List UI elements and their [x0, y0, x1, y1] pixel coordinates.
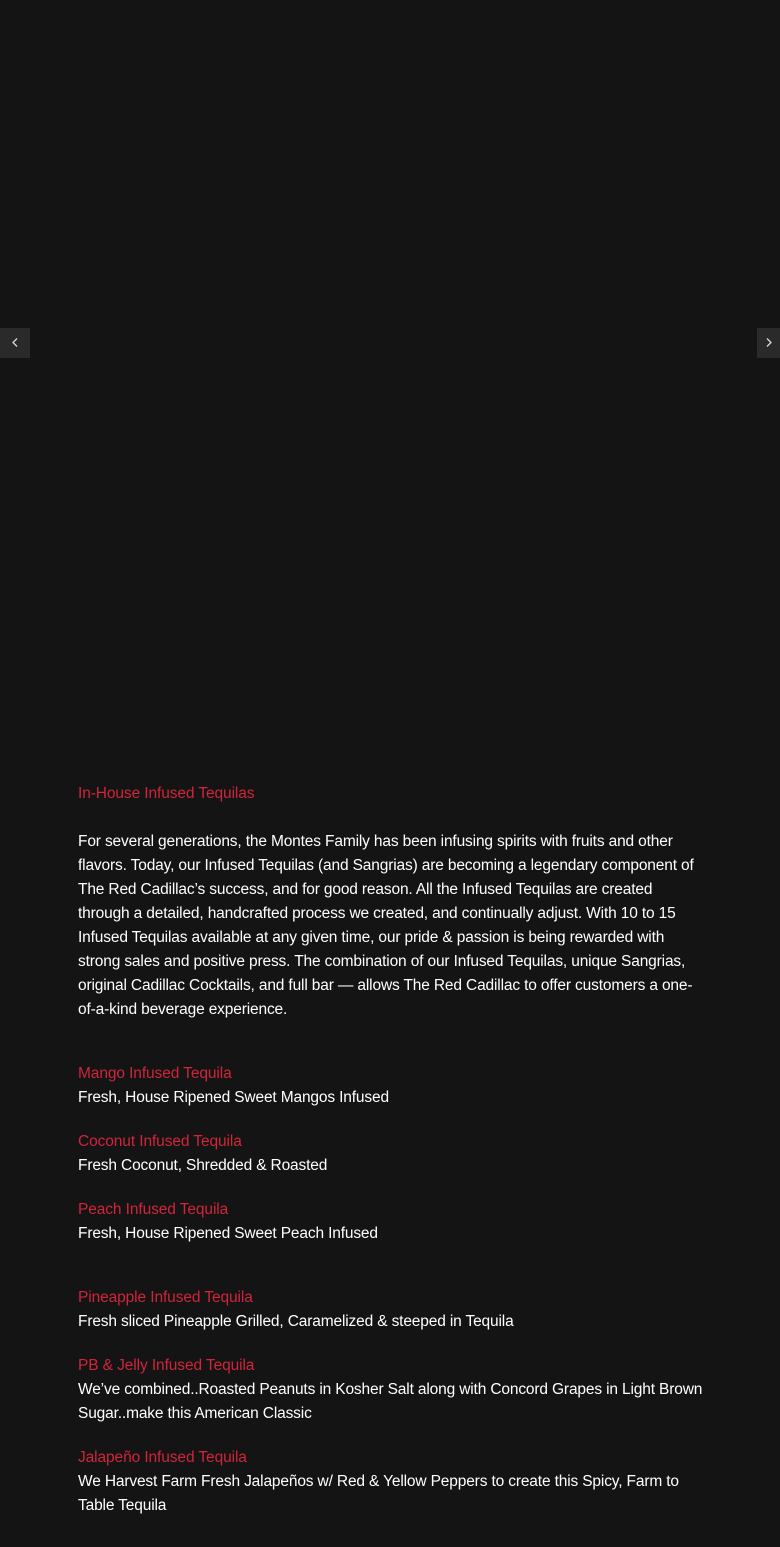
chevron-left-icon	[0, 338, 30, 347]
item-description: We’ve combined..Roasted Peanuts in Kosher Salt along with Concord Grapes in Light Brown Sugar..make this American Classic	[78, 1381, 703, 1422]
item-description: We Harvest Farm Fresh Jalapeños w/ Red & Yellow Peppers to create this Spicy, Farm to Table Tequila	[78, 1473, 679, 1514]
slider-next-button[interactable]	[757, 328, 780, 358]
menu-item-jalapeno	[78, 1446, 704, 1518]
section-title: In-House Infused Tequilas	[78, 785, 255, 802]
intro-paragraph: For several generations, the Montes Family has been infusing spirits with fruits and other flavors. Today, our Infused Tequilas (and Sangrias) are becoming a legendary component of The Red Cadillac’s success, and for good reason. All the Infused Tequilas are created through a detailed, handcrafted process we created, and continually adjust. With 10 to 15 Infused Tequilas available at any given time, our pride & passion is being rewarded with strong sales and positive press. The combination of our Infused Tequilas, unique Sangrias, original Cadillac Cocktails, and full bar — allows The Red Cadillac to offer customers a one-of-a-kind beverage experience.	[78, 833, 694, 1018]
menu-item-mango	[78, 1062, 704, 1110]
menu-item-peach	[78, 1198, 704, 1246]
item-description: Fresh Coconut, Shredded & Roasted	[78, 1157, 328, 1174]
item-name: Coconut Infused Tequila	[78, 1133, 242, 1150]
menu-item-pineapple	[78, 1286, 704, 1334]
image-slider	[0, 0, 780, 740]
menu-item-pb-jelly	[78, 1354, 704, 1426]
menu-item-coconut	[78, 1130, 704, 1178]
tequila-menu-section	[78, 782, 704, 1518]
item-name: Jalapeño Infused Tequila	[78, 1449, 247, 1466]
item-name: Pineapple Infused Tequila	[78, 1289, 253, 1306]
item-description: Fresh, House Ripened Sweet Mangos Infused	[78, 1089, 389, 1106]
item-description: Fresh, House Ripened Sweet Peach Infused	[78, 1225, 378, 1242]
item-name: Peach Infused Tequila	[78, 1201, 229, 1218]
slider-prev-button[interactable]	[0, 328, 30, 358]
item-name: PB & Jelly Infused Tequila	[78, 1357, 255, 1374]
item-name: Mango Infused Tequila	[78, 1065, 232, 1082]
chevron-right-icon	[757, 338, 780, 347]
item-description: Fresh sliced Pineapple Grilled, Caramelized & steeped in Tequila	[78, 1313, 514, 1330]
